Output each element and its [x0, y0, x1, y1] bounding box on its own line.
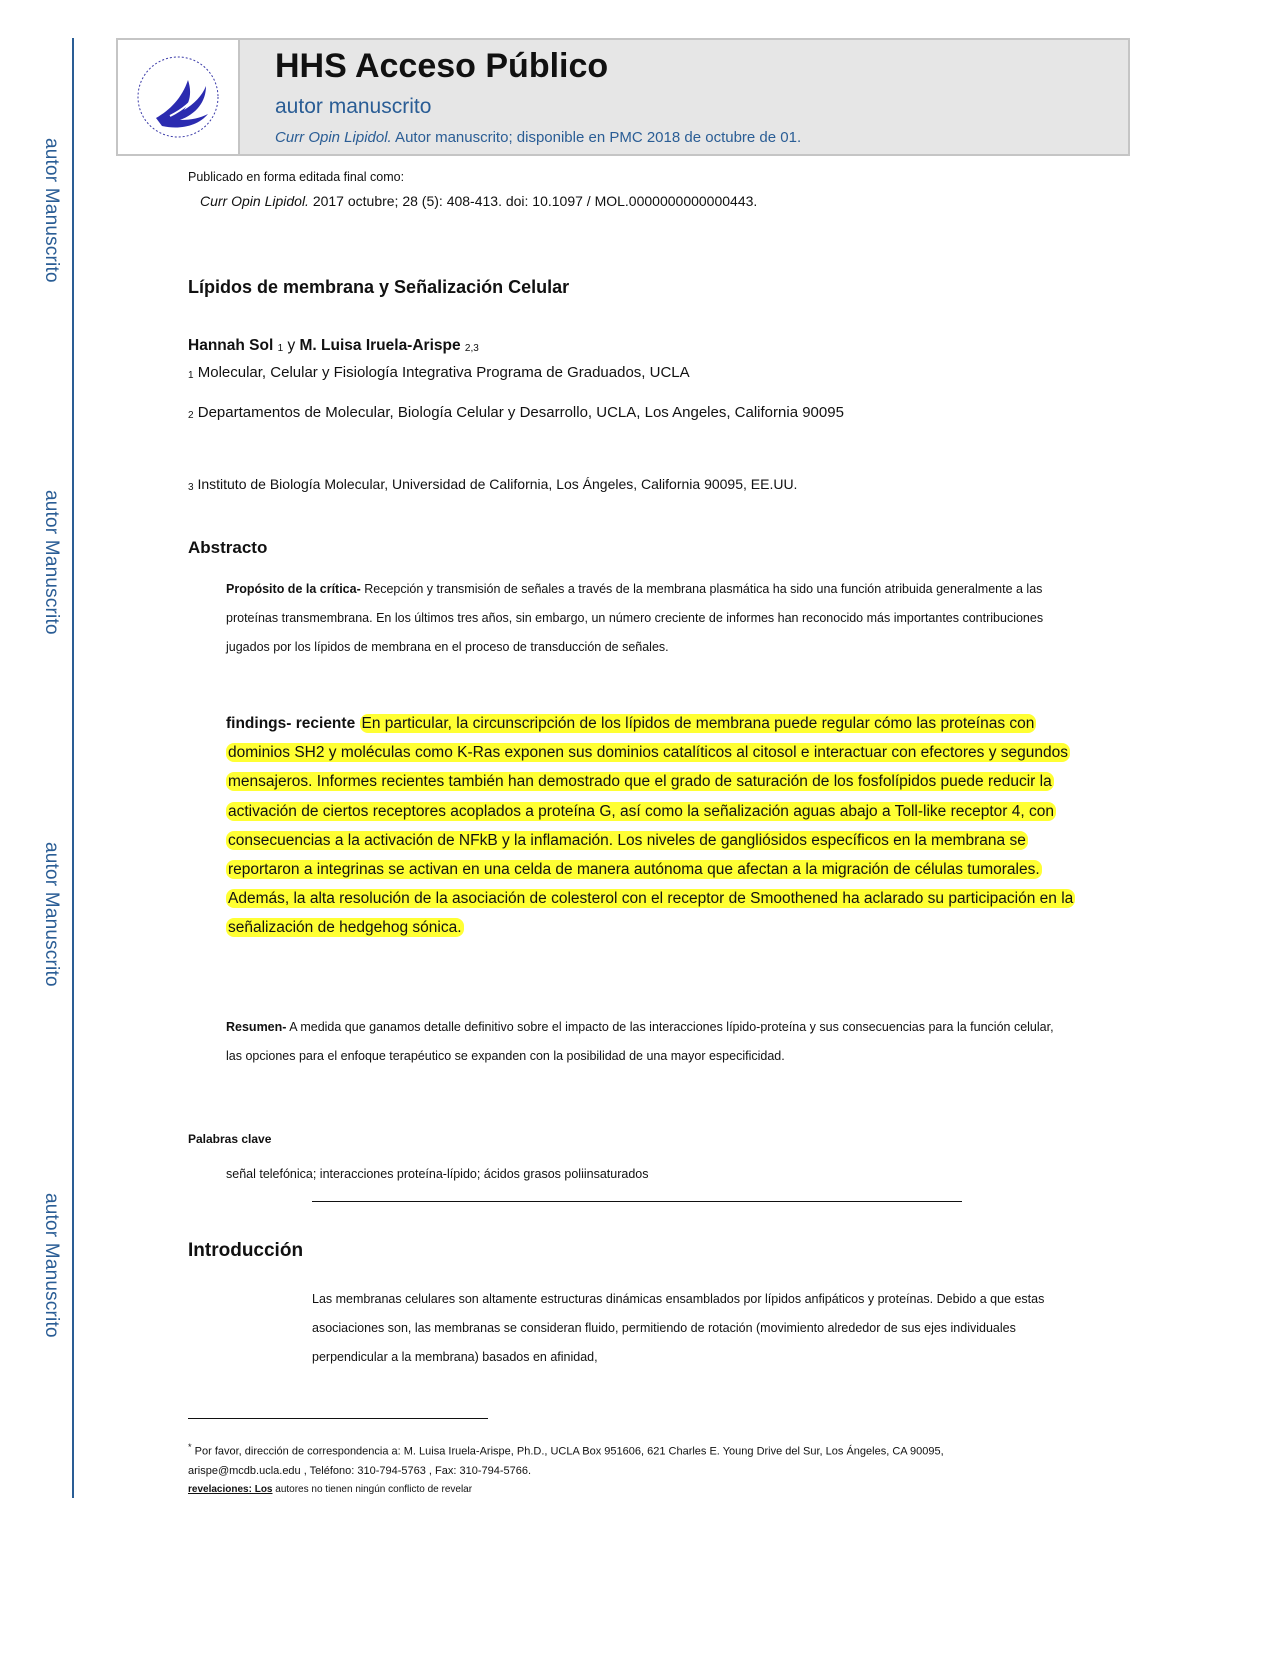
author-2: M. Luisa Iruela-Arispe: [299, 337, 461, 354]
keywords-heading: Palabras clave: [188, 1132, 272, 1146]
abstract-summary: [226, 1013, 1056, 1071]
affiliation-2-sup: 2: [188, 410, 194, 421]
purpose-label: Propósito de la crítica-: [226, 582, 361, 596]
header-title: HHS Acceso Público: [275, 47, 609, 85]
published-journal: Curr Opin Lipidol.: [200, 193, 309, 209]
summary-label: Resumen-: [226, 1020, 287, 1034]
findings-highlighted-text: En particular, la circunscripción de los lípidos de membrana puede regular cómo las proteínas con dominios SH2 y moléculas como K-Ras exponen sus dominios catalíticos al citosol e interactuar con efectores y segundos mensajeros. Informes recientes también han demostrado que el grado de saturación de los fosfolípidos puede reducir la activación de ciertos receptores acoplados a proteína G, así como la señalización aguas abajo a Toll-like receptor 4, con consecuencias a la activación de NFkB y la inflamación. Los niveles de gangliósidos específicos en la membrana se reportaron a integrinas se activan en una celda de manera autónoma que afectan a la migración de células tumorales. Además, la alta resolución de la asociación de colesterol con el receptor de Smoothened ha aclarado su participación en la señalización de hedgehog sónica.: [228, 715, 1074, 937]
affiliation-2-text: Departamentos de Molecular, Biología Celular y Desarrollo, UCLA, Los Angeles, California 90095: [197, 404, 844, 421]
intro-heading: Introducción: [188, 1240, 304, 1261]
keywords-text: señal telefónica; interacciones proteína-lípido; ácidos grasos poliinsaturados: [226, 1167, 649, 1181]
affiliation-2: [188, 404, 844, 421]
section-divider: [312, 1201, 962, 1202]
purpose-text: Recepción y transmisión de señales a través de la membrana plasmática ha sido una función atribuida generalmente a las proteínas transmembrana. En los últimos tres años, sin embargo, un número creciente de informes han reconocido más importantes contribuciones jugados por los lípidos de membrana en el proceso de transducción de señales.: [226, 582, 1044, 654]
side-label-1: autor Manuscrito: [41, 138, 62, 283]
footnote-mark: *: [188, 1442, 192, 1452]
published-citation: [200, 193, 757, 209]
hhs-logo: [116, 38, 240, 156]
disclosure-footnote: [188, 1484, 472, 1495]
article-title: Lípidos de membrana y Señalización Celular: [188, 277, 570, 297]
authors: [188, 337, 479, 355]
hhs-eagle-seal-icon: [118, 40, 238, 154]
correspondence-footnote: [188, 1438, 1048, 1481]
findings-label: findings- reciente: [226, 715, 356, 732]
footnote-text: Por favor, dirección de correspondencia a: M. Luisa Iruela-Arispe, Ph.D., UCLA Box 951606, 621 Charles E. Young Drive del Sur, Los Ángeles, CA 90095, arispe@mcdb.ucla.edu , Teléfono: 310-794-5763 , Fax: 310-794-5766.: [188, 1445, 944, 1477]
abstract-purpose: [226, 575, 1056, 662]
side-label-3: autor Manuscrito: [41, 842, 62, 987]
abstract-findings: [226, 709, 1086, 943]
left-margin-rule: [72, 38, 74, 1498]
header-cite-rest: Autor manuscrito; disponible en PMC 2018 de octubre de 01.: [391, 129, 802, 146]
affiliation-3: [188, 476, 797, 492]
affiliation-3-sup: 3: [188, 482, 194, 493]
disclosure-text: autores no tienen ningún conflicto de revelar: [272, 1484, 473, 1495]
author-1: Hannah Sol: [188, 337, 274, 354]
author-1-sup: 1: [277, 343, 284, 354]
header-journal: Curr Opin Lipidol.: [275, 129, 392, 146]
intro-paragraph: Las membranas celulares son altamente estructuras dinámicas ensamblados por lípidos anfipáticos y proteínas. Debido a que estas asociaciones son, las membranas se consideran fluido, permitiendo de rotación (movimiento alrededor de sus ejes individuales perpendicular a la membrana) basados en afinidad,: [312, 1292, 1045, 1364]
author-2-sup: 2,3: [464, 343, 479, 354]
disclosure-label: revelaciones: Los: [188, 1484, 273, 1495]
abstract-heading: Abstracto: [188, 538, 268, 557]
footnote-divider: [188, 1418, 488, 1419]
affiliation-1-text: Molecular, Celular y Fisiología Integrativa Programa de Graduados, UCLA: [197, 364, 690, 381]
affiliation-1: [188, 364, 690, 381]
author-and: y: [283, 337, 300, 354]
affiliation-1-sup: 1: [188, 370, 194, 381]
side-label-4: autor Manuscrito: [41, 1193, 62, 1338]
side-label-2: autor Manuscrito: [41, 490, 62, 635]
affiliation-3-text: Instituto de Biología Molecular, Universidad de California, Los Ángeles, California 90095, EE.UU.: [197, 476, 798, 492]
published-label: Publicado en forma editada final como:: [188, 170, 405, 184]
header-citation: [275, 129, 801, 146]
published-rest: 2017 octubre; 28 (5): 408-413. doi: 10.1097 / MOL.0000000000000443.: [308, 193, 758, 209]
header-subtitle: autor manuscrito: [275, 95, 432, 118]
summary-text: A medida que ganamos detalle definitivo sobre el impacto de las interacciones lípido-proteína y sus consecuencias para la función celular, las opciones para el enfoque terapéutico se expanden con la posibilidad de una mayor especificidad.: [226, 1020, 1054, 1063]
